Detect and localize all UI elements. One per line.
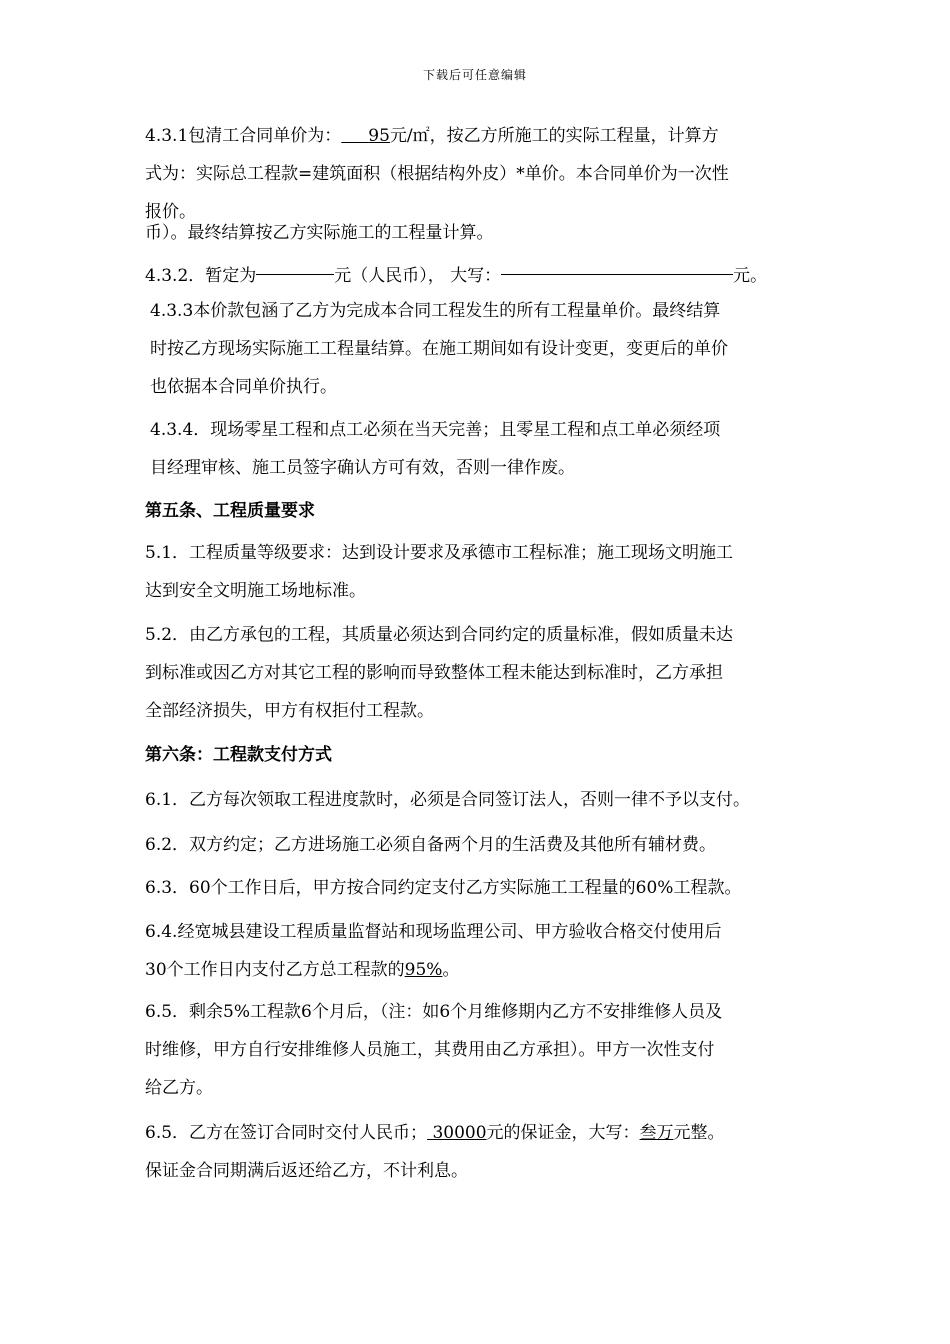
clause-text: 30个工作日内支付乙方总工程款的	[145, 960, 405, 980]
clause-text: 6.5．乙方在签订合同时交付人民币；	[145, 1123, 428, 1143]
section-heading-5: 第五条、工程质量要求	[145, 501, 315, 521]
clause-6-1	[145, 781, 820, 819]
clause-text: 4.3.2．暂定为	[145, 266, 257, 286]
page-header: 下载后可任意编辑	[422, 68, 527, 82]
clause-text: 4.3.1包清工合同单价为：	[145, 126, 342, 146]
clause-6-4	[145, 913, 820, 989]
clause-line: 6.2．双方约定；乙方进场施工必须自备两个月的生活费及其他所有辅材费。	[145, 835, 717, 855]
clause-6-3	[145, 869, 820, 907]
clause-4-3-4	[145, 411, 825, 487]
clause-text: 元整。	[673, 1123, 725, 1143]
clause-line: 时按乙方现场实际施工工程量结算。在施工期间如有设计变更，变更后的单价	[150, 339, 728, 359]
clause-line: 6.1．乙方每次领取工程进度款时，必须是合同签订法人，否则一律不予以支付。	[145, 790, 751, 810]
payment-percentage: 95%	[404, 960, 443, 980]
clause-line: 6.4.经宽城县建设工程质量监督站和现场监理公司、甲方验收合格交付使用后	[145, 922, 722, 942]
clause-6-2	[145, 826, 820, 864]
clause-4-3-2	[145, 257, 820, 295]
clause-line: 4.3.3本价款包涵了乙方为完成本合同工程发生的所有工程量单价。最终结算	[150, 301, 721, 321]
clause-line: 6.3．60个工作日后，甲方按合同约定支付乙方实际施工工程量的60%工程款。	[145, 878, 742, 898]
clause-line: 5.1．工程质量等级要求：达到设计要求及承德市工程标准；施工现场文明施工	[145, 543, 734, 563]
clause-line: 到标准或因乙方对其它工程的影响而导致整体工程未能达到标准时，乙方承担	[145, 663, 723, 683]
clause-text: 元的保证金，大写：	[486, 1123, 640, 1143]
clause-line: 目经理审核、施工员签字确认方可有效，否则一律作废。	[150, 458, 575, 478]
clause-line: 4.3.4．现场零星工程和点工必须在当天完善；且零星工程和点工单必须经项	[150, 420, 721, 440]
clause-text: 。	[442, 960, 460, 980]
clause-line: 全部经济损失，甲方有权拒付工程款。	[145, 701, 434, 721]
deposit-amount-words: 叁万	[639, 1123, 674, 1143]
clause-line: 给乙方。	[145, 1078, 213, 1098]
clause-line: 6.5．剩余5%工程款6个月后，（注：如6个月维修期内乙方不安排维修人员及	[145, 1002, 723, 1022]
clause-6-5	[145, 993, 820, 1107]
clause-line	[145, 951, 820, 989]
clause-line	[145, 1114, 820, 1152]
clause-line	[145, 117, 820, 155]
unit-price-value: 95	[368, 126, 390, 146]
clause-text: 元/㎡，按乙方所施工的实际工程量，计算方	[389, 126, 719, 146]
clause-line: 达到安全文明施工场地标准。	[145, 581, 366, 601]
clause-line: 报价。	[145, 202, 196, 222]
clause-line: 币）。最终结算按乙方实际施工的工程量计算。	[145, 223, 494, 243]
clause-line: 时维修，甲方自行安排维修人员施工，其费用由乙方承担）。甲方一次性支付	[145, 1040, 715, 1060]
section-heading-6: 第六条：工程款支付方式	[145, 745, 332, 765]
deposit-amount	[427, 1123, 487, 1143]
clause-text: 元（人民币）， 大写：	[334, 266, 502, 286]
clause-5-1	[145, 534, 820, 610]
clause-5-2	[145, 616, 820, 730]
amount-words-blank	[501, 273, 733, 275]
clause-line: 也依据本合同单价执行。	[150, 377, 337, 397]
unit-price	[341, 126, 390, 146]
clause-4-3-3	[145, 292, 825, 406]
clause-settlement	[145, 214, 820, 252]
clause-line	[145, 257, 820, 295]
clause-text: 元。	[733, 266, 768, 286]
clause-line: 保证金合同期满后返还给乙方，不计利息。	[145, 1161, 468, 1181]
amount-blank	[256, 273, 334, 275]
clause-6-5-deposit	[145, 1114, 820, 1190]
clause-line: 5.2．由乙方承包的工程，其质量必须达到合同约定的质量标准，假如质量未达	[145, 625, 734, 645]
clause-line: 式为：实际总工程款=建筑面积（根据结构外皮）*单价。本合同单价为一次性	[145, 164, 729, 184]
deposit-amount-value: 30000	[432, 1123, 487, 1143]
